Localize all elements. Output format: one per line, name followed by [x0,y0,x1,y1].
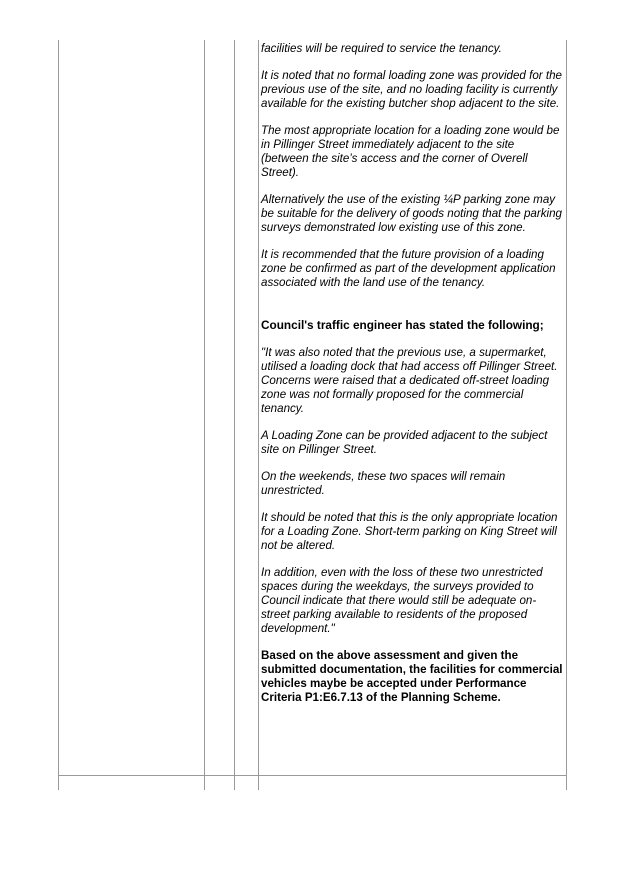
engineer-quote-paragraph: It should be noted that this is the only appropriate location for a Loading Zone. Short-term parking on King Street will not be altered. [261,511,558,552]
assessment-paragraph: It is recommended that the future provision of a loading zone be confirmed as part of the development application associated with the land use of the tenancy. [261,248,556,289]
engineer-quote-paragraph: A Loading Zone can be provided adjacent to the subject site on Pillinger Street. [261,429,548,456]
engineer-quote-paragraph: On the weekends, these two spaces will remain unrestricted. [261,470,506,497]
assessment-paragraph: Alternatively the use of the existing ¼P parking zone may be suitable for the delivery of goods noting that the parking surveys demonstrated low existing use of this zone. [261,193,562,234]
assessment-cell [261,42,565,705]
engineer-heading: Council's traffic engineer has stated the following; [261,318,544,332]
assessment-paragraph: facilities will be required to service the tenancy. [261,42,502,55]
table-row-divider [58,775,567,776]
table-rule-right [566,40,567,790]
table-rule-col2 [204,40,205,790]
table-rule-col3 [234,40,235,790]
table-rule-left [58,40,59,790]
engineer-quote-paragraph: "It was also noted that the previous use, a supermarket, utilised a loading dock that had access off Pillinger Street. Concerns were raised that a dedicated off-street loading zone was not formally proposed for the commercial tenancy. [261,346,558,415]
assessment-paragraph: The most appropriate location for a loading zone would be in Pillinger Street immediately adjacent to the site (between the site’s access and the corner of Overell Street). [261,124,560,179]
table-rule-col4 [258,40,259,790]
assessment-conclusion: Based on the above assessment and given the submitted documentation, the facilities for commercial vehicles maybe be accepted under Performance Criteria P1:E6.7.13 of the Planning Scheme. [261,649,563,704]
assessment-paragraph: It is noted that no formal loading zone was provided for the previous use of the site, and no loading facility is currently available for the existing butcher shop adjacent to the site. [261,69,562,110]
engineer-quote-paragraph: In addition, even with the loss of these two unrestricted spaces during the weekdays, the surveys provided to Council indicate that there would still be adequate on-street parking available to residents of the proposed development." [261,566,543,635]
